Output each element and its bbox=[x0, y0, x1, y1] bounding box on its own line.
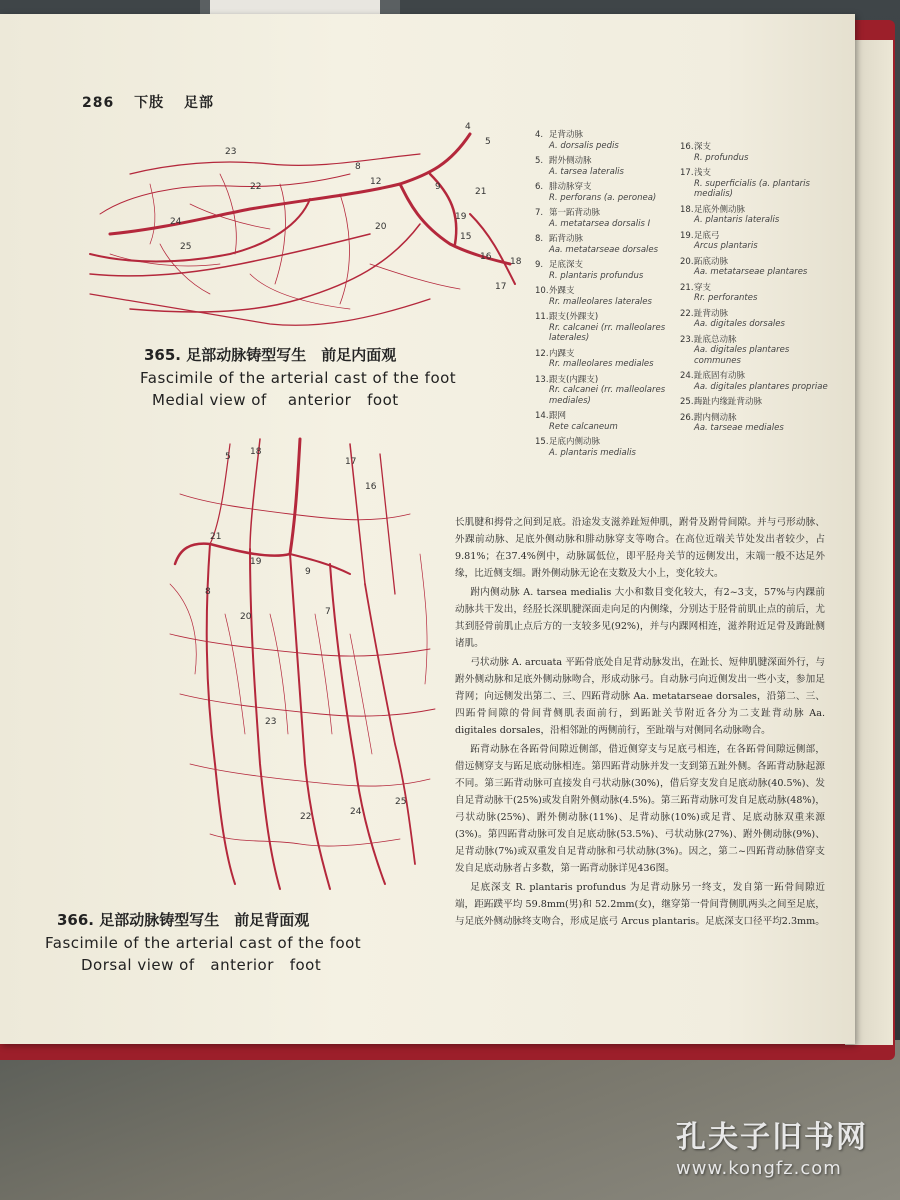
figure-366-caption bbox=[45, 909, 425, 974]
watermark-url: www.kongfz.com bbox=[676, 1158, 842, 1179]
figure-callout-number: 25 bbox=[395, 797, 407, 807]
legend-item bbox=[535, 130, 685, 151]
watermark-site-name: 孔夫子旧书网 bbox=[676, 1120, 868, 1155]
book-page bbox=[0, 14, 855, 1044]
figure-legend-column-2 bbox=[680, 142, 830, 439]
legend-item bbox=[535, 260, 685, 281]
figure-callout-number: 9 bbox=[435, 182, 441, 192]
legend-number: 20. bbox=[680, 256, 694, 267]
figure-callout-number: 5 bbox=[225, 452, 231, 462]
figure-366-svg bbox=[150, 434, 440, 914]
figure-callout-number: 19 bbox=[250, 557, 262, 567]
legend-number: 12. bbox=[535, 348, 549, 359]
legend-number: 23. bbox=[680, 334, 694, 345]
legend-latin-term: Arcus plantaris bbox=[694, 241, 758, 251]
figure-callout-number: 24 bbox=[350, 807, 362, 817]
legend-chinese-term: 跗内侧动脉 bbox=[694, 412, 737, 423]
figure-365-svg bbox=[70, 114, 530, 344]
legend-item bbox=[680, 371, 830, 392]
legend-latin-term: Rr. calcanei (rr. malleolares mediales) bbox=[549, 385, 666, 406]
figure-366-caption-cn: 366. 足部动脉铸型写生 前足背面观 bbox=[57, 911, 310, 929]
subsection-title: 足部 bbox=[183, 95, 214, 111]
legend-item bbox=[680, 231, 830, 252]
legend-latin-term: A. tarsea lateralis bbox=[549, 166, 624, 177]
page-number: 286 bbox=[82, 95, 115, 111]
legend-number: 16. bbox=[680, 142, 694, 152]
legend-latin-term: Rr. calcanei (rr. malleolares laterales) bbox=[549, 322, 666, 343]
legend-latin-term: A. dorsalis pedis bbox=[549, 140, 619, 151]
figure-callout-number: 20 bbox=[375, 222, 387, 232]
figure-365-caption-cn: 365. 足部动脉铸型写生 前足内面观 bbox=[144, 346, 397, 364]
legend-item bbox=[535, 437, 685, 458]
legend-latin-term: R. profundus bbox=[694, 152, 749, 163]
figure-callout-number: 19 bbox=[455, 212, 467, 222]
legend-number: 22. bbox=[680, 308, 694, 319]
background-paper bbox=[210, 0, 380, 14]
legend-chinese-term: 跟支(内踝支) bbox=[549, 374, 599, 385]
legend-chinese-term: 浅支 bbox=[694, 168, 712, 178]
legend-chinese-term: 外踝支 bbox=[549, 286, 575, 296]
figure-callout-number: 17 bbox=[345, 457, 357, 467]
legend-item bbox=[680, 309, 830, 330]
figure-callout-number: 18 bbox=[510, 257, 522, 267]
figure-callout-number: 24 bbox=[170, 217, 182, 227]
figure-callout-number: 21 bbox=[210, 532, 222, 542]
figure-callout-number: 23 bbox=[265, 717, 277, 727]
figure-366-illustration bbox=[150, 434, 440, 914]
figure-callout-number: 9 bbox=[305, 567, 311, 577]
legend-item bbox=[535, 349, 685, 370]
legend-item bbox=[680, 168, 830, 200]
legend-number: 9. bbox=[535, 260, 544, 270]
legend-chinese-term: 趾底总动脉 bbox=[694, 334, 737, 345]
body-paragraph: 长肌腱和拇骨之间到足底。沿途发支滋养趾短伸肌，跗骨及跗骨间隙。并与弓形动脉、外踝前动脉、足底外侧动脉和腓动脉穿支等吻合。在高位近端关节处发出者较少，占9.81%；在37.4%例中，动脉属低位，即平胫舟关节的远侧发出，末端一般不达足外缘，比近侧支细。跗外侧动脉无论在支数及大小上，变化较大。 bbox=[455, 517, 825, 579]
legend-latin-term: Aa. digitales dorsales bbox=[694, 319, 785, 329]
legend-latin-term: Rr. perforantes bbox=[694, 293, 758, 303]
legend-latin-term: Aa. digitales plantares propriae bbox=[694, 381, 828, 392]
legend-latin-term: Aa. metatarseae plantares bbox=[694, 267, 808, 277]
figure-callout-number: 7 bbox=[325, 607, 331, 617]
figure-callout-number: 4 bbox=[465, 122, 471, 132]
legend-number: 26. bbox=[680, 412, 694, 423]
legend-number: 14. bbox=[535, 411, 549, 421]
legend-number: 15. bbox=[535, 437, 549, 447]
legend-latin-term: R. superficialis (a. plantaris medialis) bbox=[694, 178, 810, 199]
section-title: 下肢 bbox=[134, 95, 165, 111]
legend-chinese-term: 内踝支 bbox=[549, 348, 575, 359]
body-paragraph: 足底深支 R. plantaris profundus 为足背动脉另一终支，发自第一跖骨间隙近端，距跖蹼平均 59.8mm(男)和 52.2mm(女)，继穿第一骨间背侧肌两头之间至足底，与足底外侧动脉终支吻合，形成足底弓 Arcus plantaris。足底深支口径平均2.3mm。 bbox=[455, 882, 825, 927]
legend-chinese-term: 跗外侧动脉 bbox=[549, 156, 592, 166]
legend-chinese-term: 趾背动脉 bbox=[694, 308, 729, 319]
legend-item bbox=[680, 413, 830, 434]
legend-latin-term: A. metatarsea dorsalis I bbox=[549, 218, 651, 229]
legend-number: 19. bbox=[680, 230, 694, 241]
legend-latin-term: Aa. digitales plantares communes bbox=[694, 345, 790, 366]
legend-number: 10. bbox=[535, 286, 549, 296]
legend-item bbox=[680, 283, 830, 304]
legend-item bbox=[535, 208, 685, 229]
running-header bbox=[82, 92, 228, 112]
legend-latin-term: R. plantaris profundus bbox=[549, 270, 644, 281]
figure-366-caption-en-line2: Dorsal view of anterior foot bbox=[81, 956, 322, 974]
body-paragraph: 弓状动脉 A. arcuata 平跖骨底处自足背动脉发出，在趾长、短伸肌腱深面外行，与跗外侧动脉和足底外侧动脉吻合，形成动脉弓。自动脉弓向近侧发出一些小支，参加足背网；向远侧发出第二、三、四跖背动脉 Aa. metatarseae dorsales，沿第二、三、四跖骨间隙的骨间背侧肌表面前行，到跖趾关节附近各分为二支趾背动脉 Aa. digitales dorsales，沿相邻趾的两侧前行，至趾端与对侧同名动脉吻合。 bbox=[455, 657, 825, 736]
legend-chinese-term: 足背动脉 bbox=[549, 130, 584, 140]
figure-366-caption-en-line1: Fascimile of the arterial cast of the foot bbox=[45, 934, 362, 952]
legend-chinese-term: 足底深支 bbox=[549, 260, 584, 270]
figure-legend-column-1 bbox=[535, 130, 685, 463]
legend-item bbox=[680, 205, 830, 226]
legend-item bbox=[535, 375, 685, 407]
legend-item bbox=[680, 397, 830, 408]
figure-callout-number: 8 bbox=[205, 587, 211, 597]
legend-chinese-term: 跖背动脉 bbox=[549, 234, 584, 244]
legend-chinese-term: 足底外侧动脉 bbox=[694, 204, 746, 215]
legend-item bbox=[535, 156, 685, 177]
legend-chinese-term: 趾底固有动脉 bbox=[694, 371, 746, 381]
legend-chinese-term: 跟网 bbox=[549, 411, 567, 421]
figure-callout-number: 17 bbox=[495, 282, 507, 292]
legend-number: 25. bbox=[680, 397, 694, 407]
legend-item bbox=[535, 312, 685, 344]
legend-number: 24. bbox=[680, 371, 694, 381]
figure-callout-number: 5 bbox=[485, 137, 491, 147]
legend-number: 6. bbox=[535, 182, 544, 192]
figure-callout-number: 12 bbox=[370, 177, 382, 187]
legend-chinese-term: 足底弓 bbox=[694, 230, 720, 241]
legend-chinese-term: 深支 bbox=[694, 142, 712, 152]
body-paragraph: 跖背动脉在各跖骨间隙近侧部，借近侧穿支与足底弓相连，在各跖骨间隙远侧部，借远侧穿支与跖足底动脉相连。第四跖背动脉并发一支到第五趾外侧。各跖背动脉起源不同。第三跖背动脉可直接发自弓状动脉(30%)，借后穿支发自足底动脉(40.5%)、发自足背动脉干(25%)或发自附外侧动脉(4.5%)。第三跖背动脉可发自足底动脉(48%)，弓状动脉(25%)、跗外侧动脉(11%)、足背动脉(10%)或足背、足底动脉双重来源(3%)。第四跖背动脉可发自足底动脉(53.5%)、弓状动脉(27%)、跗外侧动脉(9%)、足背动脉(7%)或双重发自足背动脉和弓状动脉(3%)。因之，第二~四跖背动脉借穿支发自足底动脉者占多数，第一跖背动脉详见436图。 bbox=[455, 744, 825, 874]
figure-365-illustration bbox=[70, 114, 530, 344]
legend-latin-term: R. perforans (a. peronea) bbox=[549, 192, 657, 203]
legend-chinese-term: 跖底动脉 bbox=[694, 256, 729, 267]
legend-item bbox=[535, 286, 685, 307]
figure-365-caption bbox=[140, 344, 480, 409]
legend-item bbox=[680, 142, 830, 163]
legend-chinese-term: 足底内侧动脉 bbox=[549, 437, 601, 447]
figure-callout-number: 15 bbox=[460, 232, 472, 242]
figure-callout-number: 20 bbox=[240, 612, 252, 622]
figure-365-vessels bbox=[90, 134, 515, 325]
legend-latin-term: Rete calcaneum bbox=[549, 421, 618, 432]
figure-callout-number: 16 bbox=[480, 252, 492, 262]
legend-number: 7. bbox=[535, 208, 544, 218]
legend-item bbox=[680, 257, 830, 278]
legend-number: 4. bbox=[535, 130, 544, 140]
figure-365-caption-en-line2: Medial view of anterior foot bbox=[152, 391, 399, 409]
figure-callout-number: 23 bbox=[225, 147, 237, 157]
figure-callout-number: 22 bbox=[250, 182, 262, 192]
legend-number: 21. bbox=[680, 282, 694, 293]
legend-item bbox=[535, 411, 685, 432]
legend-chinese-term: 跟支(外踝支) bbox=[549, 312, 599, 322]
legend-latin-term: Rr. malleolares mediales bbox=[549, 359, 654, 369]
legend-item bbox=[535, 182, 685, 203]
legend-latin-term: Aa. metatarseae dorsales bbox=[549, 244, 659, 255]
watermark bbox=[676, 1112, 868, 1179]
legend-chinese-term: 腓动脉穿支 bbox=[549, 182, 592, 192]
body-text bbox=[455, 514, 825, 932]
legend-latin-term: A. plantaris lateralis bbox=[694, 215, 780, 225]
figure-callout-number: 21 bbox=[475, 187, 487, 197]
legend-number: 18. bbox=[680, 204, 694, 215]
legend-number: 13. bbox=[535, 374, 549, 385]
legend-chinese-term: 穿支 bbox=[694, 282, 712, 293]
legend-item bbox=[535, 234, 685, 255]
legend-chinese-term: 第一跖背动脉 bbox=[549, 208, 601, 218]
figure-callout-number: 25 bbox=[180, 242, 192, 252]
legend-number: 8. bbox=[535, 234, 544, 244]
figure-callout-number: 22 bbox=[300, 812, 312, 822]
body-paragraph: 跗内侧动脉 A. tarsea medialis 大小和数目变化较大，有2~3支，57%与内踝前动脉共干发出，经胫长深肌腱深面走向足的内侧缘，分别达于胫骨前肌止点的前后，尤其到胫骨前肌止点后方的一支较多见(92%)，并与内踝网相连，滋养附近足骨及踇趾侧诸肌。 bbox=[455, 587, 825, 649]
legend-latin-term: Rr. malleolares laterales bbox=[549, 296, 652, 307]
legend-number: 5. bbox=[535, 156, 544, 166]
legend-number: 11. bbox=[535, 312, 549, 322]
figure-365-caption-en-line1: Fascimile of the arterial cast of the foot bbox=[140, 369, 457, 387]
legend-number: 17. bbox=[680, 168, 694, 178]
legend-chinese-term: 踇趾内缘趾背动脉 bbox=[694, 397, 763, 407]
legend-latin-term: Aa. tarseae mediales bbox=[694, 423, 784, 433]
legend-item bbox=[680, 335, 830, 367]
legend-latin-term: A. plantaris medialis bbox=[549, 447, 636, 458]
figure-callout-number: 8 bbox=[355, 162, 361, 172]
figure-callout-number: 16 bbox=[365, 482, 377, 492]
figure-callout-number: 18 bbox=[250, 447, 262, 457]
